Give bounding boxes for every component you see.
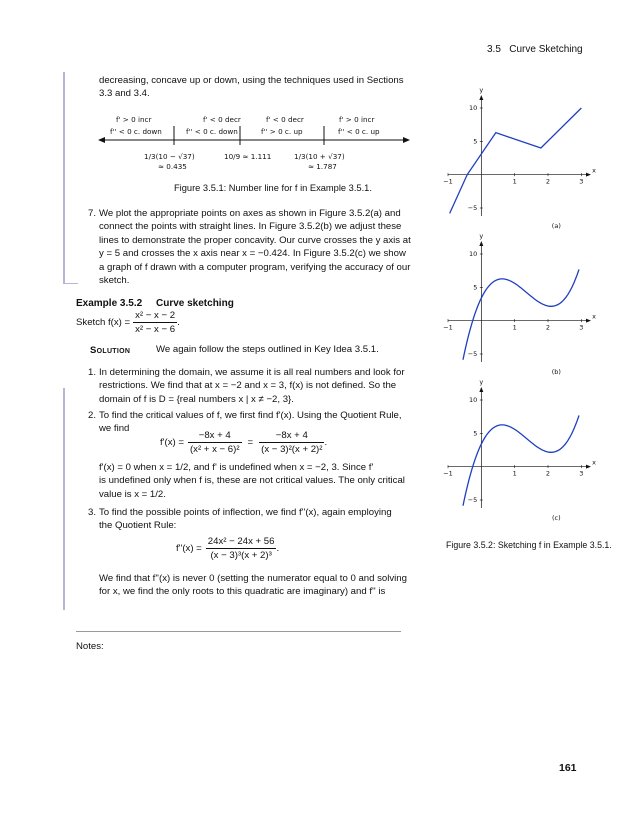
x-tick-label: 3: [579, 323, 584, 332]
item-7-line: connect the points with straight lines. In Figure 3.5.2(b) we adjust these: [99, 221, 402, 233]
x-axis-label: x: [592, 312, 596, 321]
item-2-line: we find: [99, 423, 130, 435]
x-axis-label: x: [592, 166, 596, 175]
intro-line: 3.3 and 3.4.: [99, 88, 150, 100]
y-tick-label: 10: [469, 396, 478, 404]
eq2-denominator-1: (x² + x − 6)²: [189, 444, 240, 455]
notes-divider: [76, 631, 401, 632]
item-7-line: We plot the appropriate points on axes as shown in Figure 3.5.2(a) and: [99, 208, 401, 219]
number-line-figure: [96, 112, 416, 192]
x-tick-label: 2: [545, 177, 551, 186]
example-numerator: x² − x − 2: [135, 310, 176, 321]
x-tick-label: 1: [512, 323, 517, 332]
nl-arrow-right: [403, 137, 410, 143]
eq2-lhs: f'(x) =: [160, 437, 184, 448]
item-3-number: 3.: [88, 507, 97, 518]
item-7-text: [99, 207, 411, 287]
x-tick-label: −1: [443, 469, 453, 478]
y-tick-label: 5: [473, 283, 478, 292]
example-fraction: [133, 310, 177, 335]
item-1-number: 1.: [88, 367, 97, 378]
x-tick-label: 2: [545, 469, 551, 478]
x-axis-arrow: [586, 465, 591, 469]
y-tick-label: 5: [473, 137, 478, 146]
eq2-denominator-2: (x − 3)²(x + 2)²: [261, 444, 323, 455]
eq2-numerator-2: −8x + 4: [275, 430, 308, 441]
x-tick-label: −1: [443, 177, 453, 186]
item-3-line: the Quotient Rule:: [99, 520, 177, 532]
nl-point-label: 1/3(10 + √37): [294, 152, 345, 161]
running-header: [487, 44, 583, 55]
y-tick-label: 10: [469, 250, 478, 258]
item-1-text: [99, 366, 405, 406]
nl-point-label: 10/9 ≈ 1.111: [224, 152, 272, 161]
solution-label: Solution: [90, 345, 131, 356]
section-title: Curve Sketching: [509, 44, 583, 55]
x-tick-label: 2: [545, 323, 551, 332]
example-sketch-prefix: Sketch f(x) =: [76, 317, 131, 328]
eq2-fraction-2: [259, 430, 324, 455]
example-statement: Sketch f(x) = $\frac{\text{x² − x − 2}}{\text{x² − x − 6}}$ .: [76, 310, 180, 335]
item-3-after: [99, 572, 407, 599]
item-7-number: 7.: [88, 208, 97, 219]
nl-bottom-label: f'' < 0 c. up: [338, 127, 380, 136]
x-tick-label: −1: [443, 323, 453, 332]
item-3-text: [99, 506, 392, 533]
item-3-after-line: We find that f''(x) is never 0 (setting the numerator equal to 0 and solving: [99, 573, 407, 584]
item-3-line: To find the possible points of inflection, we find f''(x), again employing: [99, 507, 392, 518]
x-axis-arrow: [586, 173, 591, 177]
example-label: Example 3.5.2: [76, 298, 143, 309]
x-tick-label: 1: [512, 177, 517, 186]
margin-bar-1-foot: [63, 283, 78, 284]
item-7-line: y = 5 and crosses the x axis near x = −0.424. In Figure 3.5.2(c) we show: [99, 248, 406, 260]
item-2-line: To find the critical values of f, we first find f'(x). Using the Quotient Rule,: [99, 410, 402, 421]
graph-panel-label: (b): [551, 368, 561, 376]
page-number: 161: [559, 762, 577, 774]
item-7-line: a graph of f drawn with a computer program, verifying the accuracy of our: [99, 261, 411, 273]
graph-panel-label: (a): [551, 222, 561, 230]
item-2-after-line: is undefined only when f is, these are not critical values. The only critical: [99, 475, 405, 487]
y-axis-arrow: [479, 95, 483, 100]
intro-paragraph: [99, 74, 404, 101]
graph-a-curve: [450, 108, 582, 213]
nl-bottom-label: f'' < 0 c. down: [110, 127, 162, 136]
nl-point-approx: ≈ 1.787: [308, 162, 337, 171]
y-axis-label: y: [479, 86, 484, 94]
solution-intro: We again follow the steps outlined in Key Idea 3.5.1.: [156, 344, 379, 355]
item-2-number: 2.: [88, 410, 97, 421]
item-1-line: restrictions. We find that at x = −2 and x = 3, f(x) is not defined. So the: [99, 380, 397, 392]
item-3-after-line: for x, we find the only roots to this quadratic are imaginary) and f'' is: [99, 586, 386, 598]
margin-bar-1: [63, 72, 65, 284]
y-tick-label: −5: [467, 350, 478, 358]
nl-top-label: f' < 0 decr: [266, 115, 304, 124]
nl-top-label: f' > 0 incr: [116, 115, 152, 124]
x-tick-label: 3: [579, 469, 584, 478]
example-title: Curve sketching: [156, 298, 234, 309]
graph-b-curve: [463, 269, 579, 359]
nl-top-label: f' < 0 decr: [203, 115, 241, 124]
graph-c-curve: [463, 415, 579, 505]
graphs-caption: Figure 3.5.2: Sketching f in Example 3.5.1.: [446, 540, 612, 550]
eq2-numerator-1: −8x + 4: [198, 430, 231, 441]
item-2-after-line: value is x = 1/2.: [99, 488, 166, 500]
eq2-fraction-1: [188, 430, 242, 455]
y-tick-label: −5: [467, 496, 478, 504]
nl-point-approx: ≈ 0.435: [158, 162, 187, 171]
item-3-equation: f''(x) = $\frac{\text{24x² − 24x + 56}}{\text{(x − 3)³(x + 2)³}}$ .: [176, 536, 280, 561]
y-axis-label: y: [479, 232, 484, 240]
graphs-figure: [440, 86, 596, 532]
x-axis-arrow: [586, 319, 591, 323]
y-axis-arrow: [479, 241, 483, 246]
x-tick-label: 1: [512, 469, 517, 478]
item-7-line: sketch.: [99, 275, 130, 287]
graph-panel-label: (c): [552, 514, 561, 522]
x-tick-label: 3: [579, 177, 584, 186]
eq2-equals: =: [247, 437, 254, 448]
notes-label: Notes:: [76, 641, 104, 652]
y-tick-label: −5: [467, 204, 478, 212]
y-tick-label: 5: [473, 429, 478, 438]
item-1-line: In determining the domain, we assume it is all real numbers and look for: [99, 367, 405, 378]
y-axis-arrow: [479, 387, 483, 392]
margin-bar-2: [63, 388, 65, 610]
number-line-caption: Figure 3.5.1: Number line for f in Example 3.5.1.: [174, 183, 372, 193]
eq3-fraction: [206, 536, 277, 561]
eq3-denominator: (x − 3)³(x + 2)³: [206, 548, 277, 561]
item-2-equation: f'(x) = $\frac{-8x + 4}{\text{(x² + x − 6)²}}$ = $\frac{-8x + 4}{\text{(x − 3)²(x + 2)²}}$ .: [160, 430, 328, 455]
nl-top-label: f' > 0 incr: [339, 115, 375, 124]
item-2-after-line: f'(x) = 0 when x = 1/2, and f' is undefined when x = −2, 3. Since f': [99, 462, 374, 473]
nl-point-label: 1/3(10 − √37): [144, 152, 195, 161]
item-2-after: [99, 461, 405, 501]
eq3-lhs: f''(x) =: [176, 543, 202, 554]
intro-line: decreasing, concave up or down, using the techniques used in Sections: [99, 75, 404, 86]
section-number: 3.5: [487, 44, 501, 55]
example-denominator: x² − x − 6: [135, 324, 176, 335]
x-axis-label: x: [592, 458, 596, 467]
eq3-numerator: 24x² − 24x + 56: [207, 536, 275, 547]
y-tick-label: 10: [469, 104, 478, 112]
item-1-line: domain of f is D = {real numbers x | x ≠ −2, 3}.: [99, 393, 294, 405]
nl-arrow-left: [98, 137, 105, 143]
nl-bottom-label: f'' < 0 c. down: [186, 127, 238, 136]
y-axis-label: y: [479, 378, 484, 386]
nl-bottom-label: f'' > 0 c. up: [261, 127, 303, 136]
item-7-line: lines to demonstrate the proper concavity. Our curve crosses the y axis at: [99, 234, 411, 246]
